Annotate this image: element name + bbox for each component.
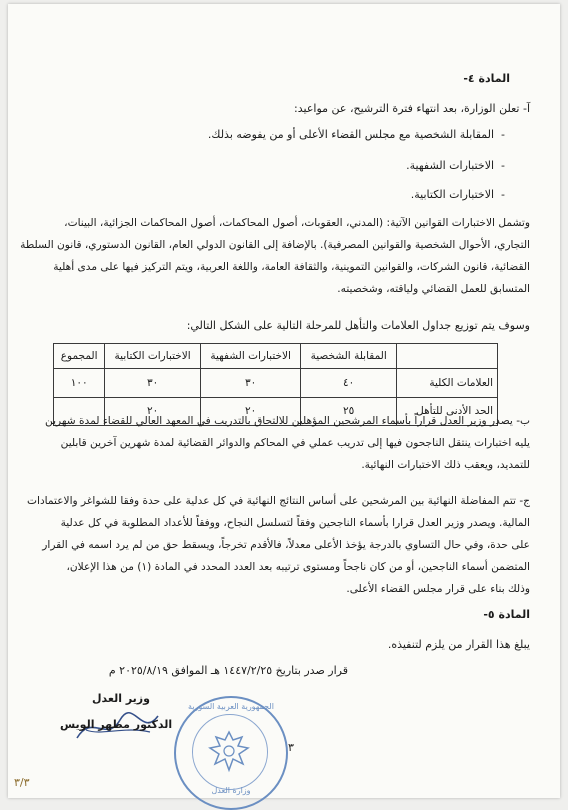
table-cell: العلامات الكلية [397,369,498,397]
bullet-item: - الاختبارات الشفهية. [406,159,505,172]
table-header-cell [397,344,498,369]
paragraph-line: للتمديد، ويعقب ذلك الاختبارات النهائية. [361,459,530,471]
signatory-title: وزير العدل [92,692,150,705]
table-cell: ٣٠ [105,369,201,397]
paragraph-line: وتشمل الاختبارات القوانين الآتية: (المدني، العقوبات، أصول المحاكمات، أصول المحاكمات الجزائية، البينات، [64,217,530,229]
paragraph-line: وذلك بناء على قرار مجلس القضاء الأعلى. [346,583,530,595]
table-cell: ٢٥ [301,397,397,425]
date-line: قرار صدر بتاريخ ١٤٤٧/٢/٢٥ هـ الموافق ٢٠٢٥/٨/١٩ م [108,664,348,677]
article-4-intro: آ- تعلن الوزارة، بعد انتهاء فترة الترشيح، عن مواعيد: [294,102,530,115]
stamp-text: الجمهورية العربية السورية [188,702,274,711]
article-4-heading: المادة ٤- [463,72,510,85]
stamp-bottom-text: وزارة العدل [211,786,251,795]
table-cell: ٤٠ [301,369,397,397]
paragraph-line: ب- يصدر وزير العدل قراراً بأسماء المرشحين المؤهلين للالتحاق بالتدريب في المعهد العالي للقضاء لمدة شهرين [45,415,530,427]
paragraph-line: المالية. ويصدر وزير العدل قرارا بأسماء الناجحين وفقاً لتسلسل النجاح، ووفقاً للأعداد المطلوبة في كل عدلية [60,517,530,529]
page-count: ٣/٣ [14,776,30,789]
article-5-heading: المادة ٥- [483,608,530,621]
signatory-name: الدكتور مظهر الويس [60,718,173,731]
table-cell: ٣٠ [200,369,301,397]
paragraph-line: التجاري، الأحوال الشخصية والقوانين المصرفية). بالإضافة إلى القانون الدولي العام، القانون الدستوري، قانون السلطة [20,239,530,251]
document-page [8,4,560,798]
paragraph-line: القضائية، قانون الشركات، والقوانين التموينية، والثقافة العامة، واللغة العربية، ويتم التركيز فيها على مدى أهلية [53,261,530,273]
paragraph-line: ج- تتم المفاضلة النهائية بين المرشحين على أساس النتائج النهائية في كل عدلية على حدة وفقا للشواغر والاعتمادات [27,495,530,507]
table-row [54,369,498,397]
table-intro: وسوف يتم توزيع جداول العلامات والتأهل للمرحلة التالية على الشكل التالي: [186,319,530,332]
paragraph-line: يليه اختبارات ينتقل الناجحون فيها إلى تدريب عملي في المحاكم والدوائر القضائية لمدة شهرين آخرين قابلين [60,437,530,449]
table-cell: ٢٠ [200,397,301,425]
article-5-text: يبلغ هذا القرار من يلزم لتنفيذه. [387,638,530,651]
bullet-item: - الاختبارات الكتابية. [410,188,505,201]
table-header-cell: المجموع [54,344,105,369]
paragraph-line: المتسابق للعمل القضائي ولياقته، وشخصيته. [337,283,530,295]
bullet-item: - المقابلة الشخصية مع مجلس القضاء الأعلى أو من يفوضه بذلك. [207,128,505,141]
table-header-row [54,344,498,369]
table-header-cell: الاختبارات الكتابية [105,344,201,369]
paragraph-line: المتضمن أسماء الناجحين، أو من كان ناجحاً ومستوى ترتيبه بعد العدد المحدد في المادة (١) من هذا الإعلان، [66,561,530,573]
paragraph-c [27,490,530,600]
laws-paragraph [20,212,530,300]
table-header-cell: المقابلة الشخصية [301,344,397,369]
table-cell: ١٠٠ [54,369,105,397]
eagle-emblem-icon [206,728,252,774]
paragraph-b [46,410,530,476]
table-header-cell: الاختبارات الشفهية [200,344,301,369]
table-cell: ٢٠ [105,397,201,425]
table-cell: الحد الأدنى للتأهل [397,397,498,425]
official-stamp [174,696,288,810]
paragraph-line: على حدة، وفي حال التساوي بالدرجة يؤخذ الأعلى معدلاً، فالأقدم تخرجاً، ويسقط حق من لم يرد اسمه في القرار [42,539,530,551]
page-number: ٣ [288,741,294,754]
